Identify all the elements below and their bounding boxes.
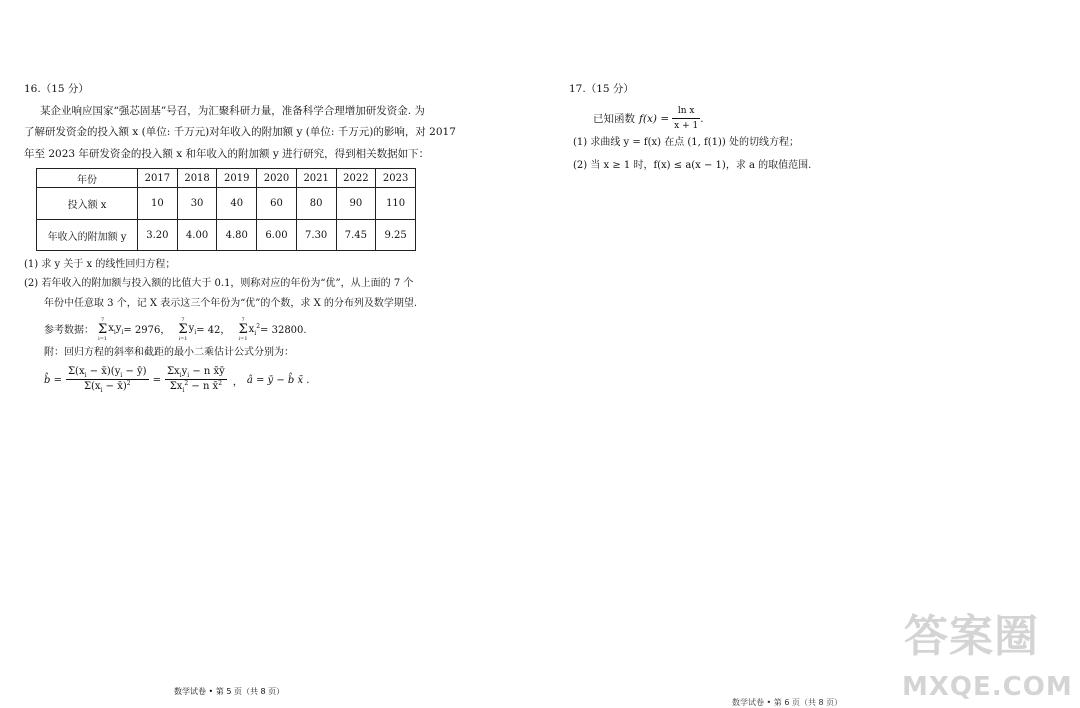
watermark-logo: 答案圈 — [904, 611, 1039, 662]
q16-para-1: 某企业响应国家“强芯固基”号召，为汇聚科研力量，准备科学合理增加研发资金. 为 — [40, 105, 425, 117]
least-squares-formula: b̂ = $\frac{\Sigma(x_i - x̄)(y_i - ȳ)}{\Sigma(x_i - x̄)^2}$ = $\frac{\Sigma x_iy_i - n x̄ȳ}{\Sigma x_i^2 - n x̄^2}$ ， â = ȳ − b̂ x̄ . — [44, 366, 310, 394]
q17-header: 17.（15 分） — [569, 83, 634, 95]
sum-xy-symbol: 7 Σ i=1 — [98, 317, 108, 342]
table-row-investment — [37, 188, 416, 220]
footer-left: 数学试卷 • 第 5 页（共 8 页） — [174, 687, 285, 696]
data-table — [36, 168, 416, 251]
function-fraction: $\frac{\text{ln x}}{x + 1}$ — [674, 106, 699, 131]
q16-para-2: 了解研发资金的投入额 x (单位: 千万元)对年收入的附加额 y (单位: 千万元)的影响，对 2017 — [24, 126, 456, 138]
q17-part-1: (1) 求曲线 y = f(x) 在点 (1, f(1)) 处的切线方程； — [573, 137, 799, 148]
table-row-years — [37, 169, 416, 188]
year-cell: 2018 — [177, 169, 217, 188]
x-cell: 10 — [138, 188, 178, 220]
table-row-income — [37, 220, 416, 251]
q16-part-2b: 年份中任意取 3 个，记 X 表示这三个年份为“优”的个数，求 X 的分布列及数学期望. — [44, 298, 418, 309]
sum-x2-value: = 32800. — [260, 324, 307, 336]
x-cell: 90 — [336, 188, 376, 220]
row-label-investment: 投入额 x — [37, 188, 138, 220]
sum-x2-symbol: 7 Σ i=1 — [238, 317, 248, 342]
x-cell: 60 — [257, 188, 297, 220]
sum-y-value: = 42， — [196, 324, 231, 336]
slope-fraction-1: $\frac{\Sigma(x_i - x̄)(y_i - ȳ)}{\Sigma(x_i - x̄)^2}$ — [67, 366, 147, 394]
x-cell: 110 — [376, 188, 416, 220]
watermark-url: MXQE.COM — [902, 672, 1073, 702]
y-cell: 6.00 — [257, 220, 297, 251]
year-cell: 2017 — [138, 169, 178, 188]
sum-y-symbol: 7 Σ i=1 — [178, 317, 188, 342]
row-label-year: 年份 — [37, 169, 138, 188]
y-cell: 9.25 — [376, 220, 416, 251]
slope-fraction-2: $\frac{\Sigma x_iy_i - n x̄ȳ}{\Sigma x_i^2 - n x̄^2}$ — [166, 366, 225, 394]
year-cell: 2021 — [296, 169, 336, 188]
year-cell: 2019 — [217, 169, 257, 188]
reference-label: 参考数据： — [44, 324, 94, 336]
q16-part-1: (1) 求 y 关于 x 的线性回归方程； — [24, 259, 176, 270]
footer-right: 数学试卷 • 第 6 页（共 8 页） — [732, 698, 843, 707]
q17-part-2: (2) 当 x ≥ 1 时，f(x) ≤ a(x − 1)，求 a 的取值范围. — [573, 160, 812, 171]
y-cell: 4.80 — [217, 220, 257, 251]
formula-note: 附：回归方程的斜率和截距的最小二乘估计公式分别为： — [44, 347, 294, 358]
reference-data: 参考数据： 7 Σ i=1 $x_iy_i$ = 2976， 7 Σ i=1 $y_i$ = 42， 7 Σ i=1 $x_i^2$ = 32800. — [44, 317, 307, 342]
q16-para-3: 年至 2023 年研发资金的投入额 x 和年收入的附加额 y 进行研究，得到相关数据如下： — [24, 148, 430, 160]
sum-xy-value: = 2976， — [123, 324, 171, 336]
y-cell: 7.30 — [296, 220, 336, 251]
y-cell: 7.45 — [336, 220, 376, 251]
year-cell: 2023 — [376, 169, 416, 188]
x-cell: 30 — [177, 188, 217, 220]
y-cell: 4.00 — [177, 220, 217, 251]
row-label-income: 年收入的附加额 y — [37, 220, 138, 251]
q17-given-label: 已知函数 — [593, 112, 635, 125]
x-cell: 40 — [217, 188, 257, 220]
year-cell: 2022 — [336, 169, 376, 188]
q17-given: 已知函数 f(x) = $\frac{\text{ln x}}{x + 1}$ . — [593, 106, 704, 131]
x-cell: 80 — [296, 188, 336, 220]
q16-part-2a: (2) 若年收入的附加额与投入额的比值大于 0.1，则称对应的年份为“优”，从上面的 7 个 — [24, 278, 414, 289]
q16-header: 16.（15 分） — [24, 83, 89, 95]
y-cell: 3.20 — [138, 220, 178, 251]
year-cell: 2020 — [257, 169, 297, 188]
